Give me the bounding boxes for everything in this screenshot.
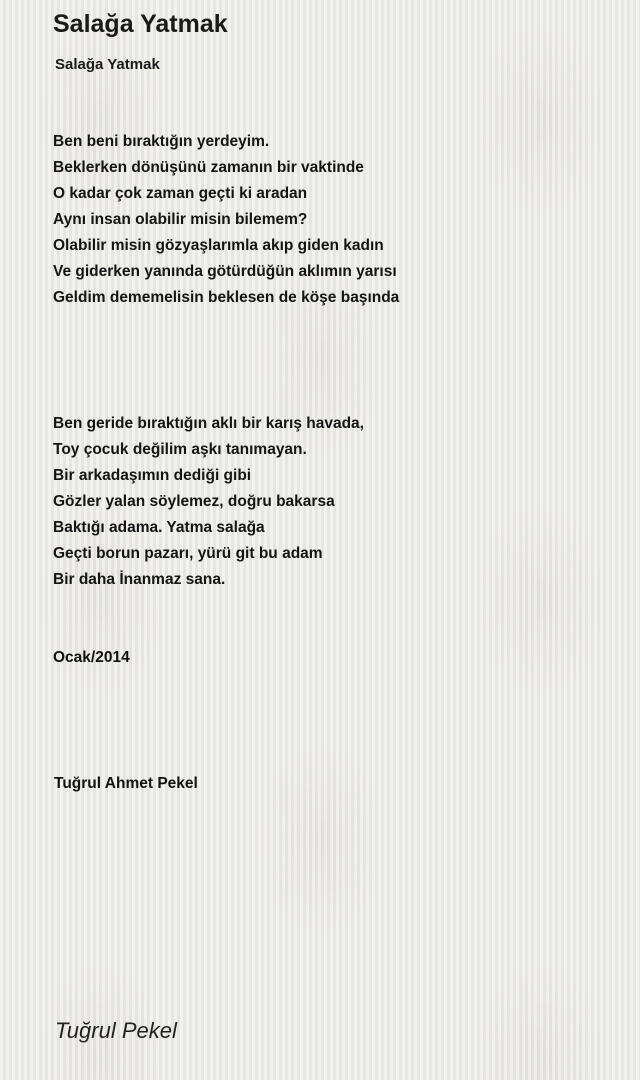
poem-line: Ben geride bıraktığın aklı bir karış havada, bbox=[53, 415, 364, 432]
poem-line: Olabilir misin gözyaşlarımla akıp giden kadın bbox=[53, 237, 384, 254]
poem-line: Geçti borun pazarı, yürü git bu adam bbox=[53, 545, 323, 562]
poem-line: O kadar çok zaman geçti ki aradan bbox=[53, 185, 308, 202]
poem-line: Beklerken dönüşünü zamanın bir vaktinde bbox=[53, 159, 364, 176]
poem-line: Aynı insan olabilir misin bilemem? bbox=[53, 211, 308, 228]
poem-line: Ben beni bıraktığın yerdeyim. bbox=[53, 133, 270, 150]
poem-title: Salağa Yatmak bbox=[53, 10, 228, 38]
poem-date: Ocak/2014 bbox=[53, 649, 130, 666]
poem-line: Baktığı adama. Yatma salağa bbox=[53, 519, 265, 536]
poem-line: Bir arkadaşımın dediği gibi bbox=[53, 467, 252, 484]
poem-line: Bir daha İnanmaz sana. bbox=[53, 571, 226, 588]
poem-line: Geldim dememelisin beklesen de köşe başında bbox=[53, 289, 400, 306]
poem-line: Ve giderken yanında götürdüğün aklımın yarısı bbox=[53, 263, 397, 280]
poem-line: Toy çocuk değilim aşkı tanımayan. bbox=[53, 441, 307, 458]
poem-author: Tuğrul Ahmet Pekel bbox=[54, 775, 198, 792]
poem-line: Gözler yalan söylemez, doğru bakarsa bbox=[53, 493, 335, 510]
poem-subtitle: Salağa Yatmak bbox=[55, 56, 160, 73]
author-signature: Tuğrul Pekel bbox=[55, 1018, 177, 1043]
poem-stanza-2 bbox=[53, 411, 364, 593]
poem-stanza-1 bbox=[53, 129, 399, 311]
